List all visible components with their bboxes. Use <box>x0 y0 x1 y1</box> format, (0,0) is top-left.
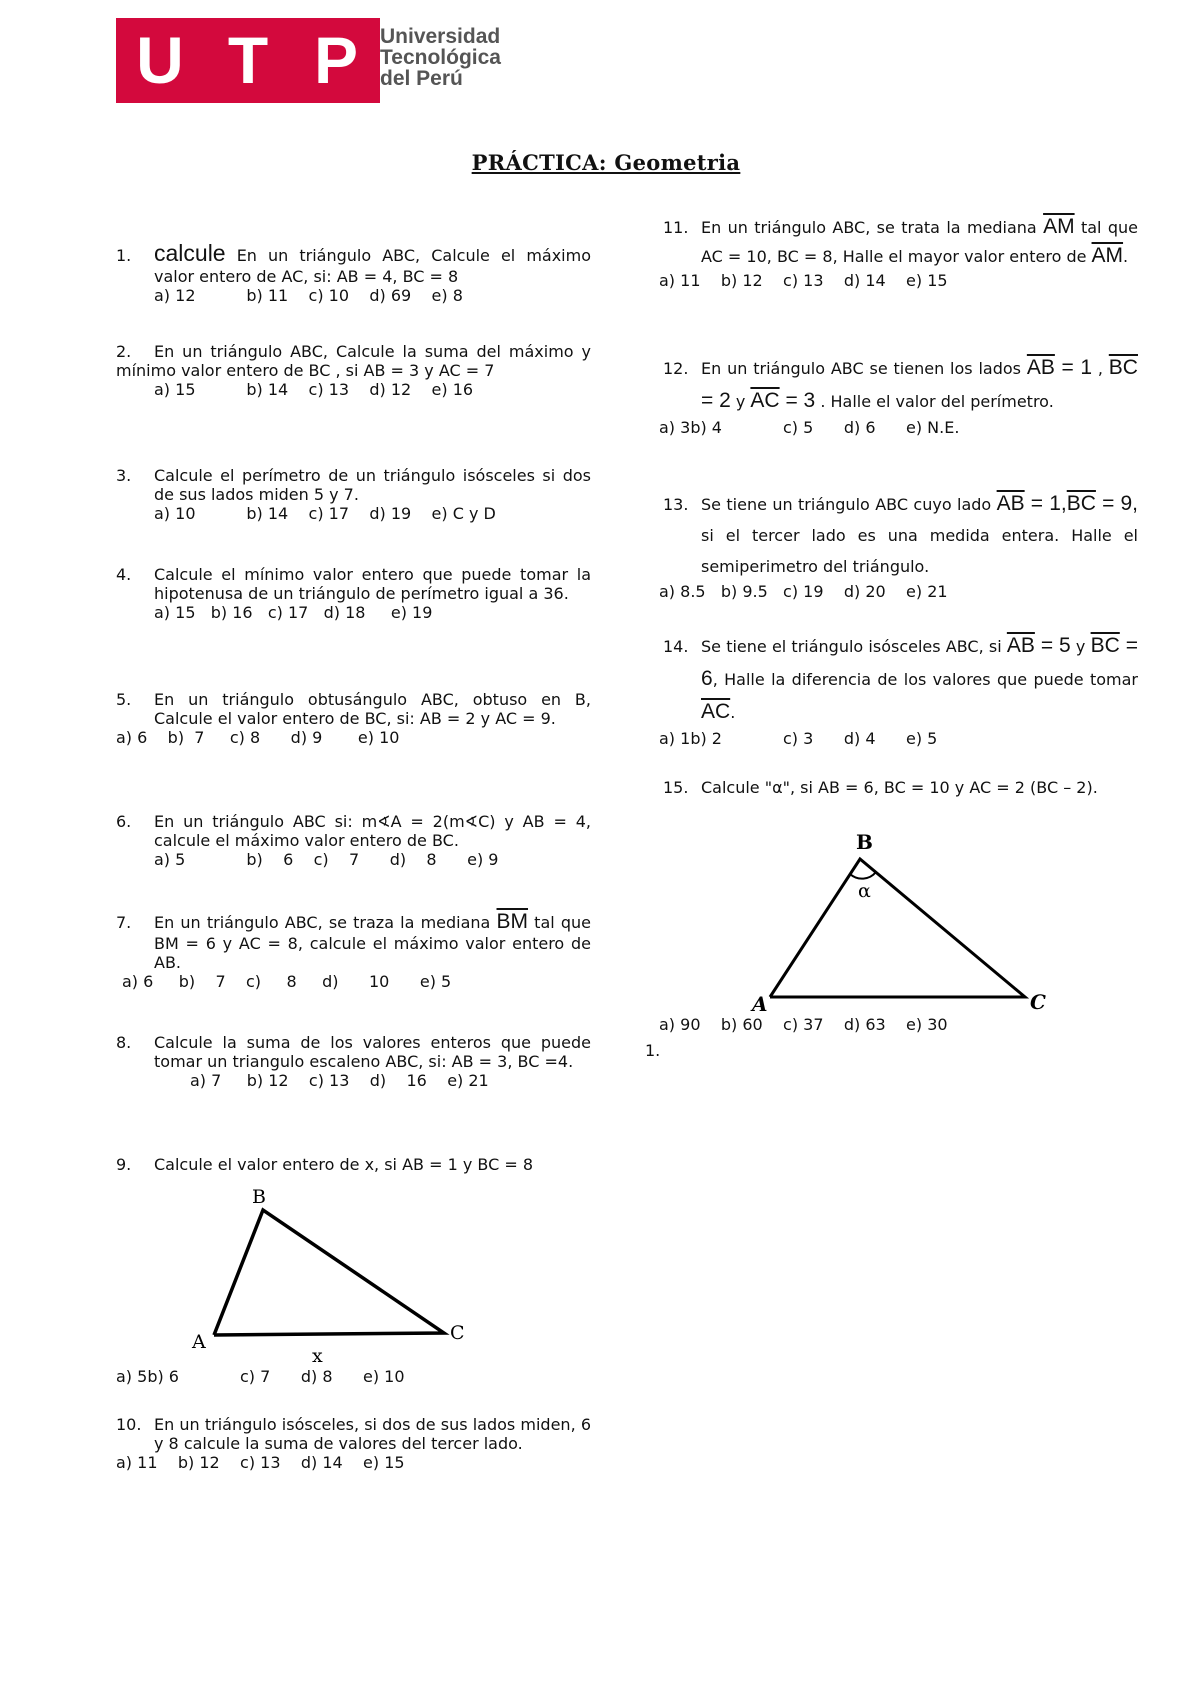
answer-options: a) 10 b) 14 c) 17 d) 19 e) C y D <box>154 504 496 523</box>
question-2 <box>116 342 591 399</box>
question-text: Calcule el perímetro de un triángulo isósceles si dos de sus lados miden 5 y 7. <box>154 466 591 504</box>
question-number: 10. <box>116 1415 142 1434</box>
question-7 <box>116 910 591 991</box>
side-label-x: x <box>312 1345 323 1365</box>
vertex-label-b: B <box>252 1186 266 1208</box>
question-number: 11. <box>663 218 689 237</box>
triangle-abc <box>214 1210 444 1335</box>
question-text-end: . <box>730 703 736 722</box>
question-text: Se tiene un triángulo ABC cuyo lado <box>701 495 997 514</box>
segment-bm: $\overline{BM}$ <box>496 910 529 933</box>
answer-options: a) 12 b) 11 c) 10 d) 69 e) 8 <box>154 286 463 305</box>
question-9-options <box>116 1367 591 1386</box>
segment-ab: $\overline{AB}$ <box>1026 356 1055 379</box>
answer-options: a) 11 b) 12 c) 13 d) 14 e) 15 <box>659 271 948 290</box>
question-number: 4. <box>116 565 132 584</box>
trailing-list-number: 1. <box>645 1041 661 1060</box>
triangle-figure-15 <box>740 825 1060 1015</box>
question-12 <box>659 352 1138 437</box>
question-15 <box>663 778 1138 797</box>
logo-letter-t: T <box>204 18 292 103</box>
question-1 <box>116 240 591 305</box>
question-4 <box>116 565 591 622</box>
triangle-figure-9 <box>180 1185 480 1365</box>
vertex-label-c: C <box>450 1322 465 1344</box>
question-number: 9. <box>116 1155 132 1174</box>
question-text-sep: , <box>1092 359 1109 378</box>
question-lead: calcule <box>154 240 226 266</box>
answer-options: a) 6 b) 7 c) 8 d) 10 e) 5 <box>122 972 452 991</box>
question-5 <box>116 690 591 747</box>
question-text-and: y <box>1070 637 1091 656</box>
question-text: En un triángulo ABC se tienen los lados <box>701 359 1027 378</box>
question-text: En un triángulo ABC si: m∢A = 2(m∢C) y AB = 4, calcule el máximo valor entero de BC. <box>154 812 591 850</box>
segment-ab: $\overline{AB}$ <box>1006 634 1035 657</box>
question-text-cont: tal que BM = 6 y AC = 8, calcule el máximo valor entero de AB. <box>154 913 591 972</box>
answer-options: a) 7 b) 12 c) 13 d) 16 e) 21 <box>190 1071 489 1090</box>
logo-letter-p: P <box>292 18 380 103</box>
question-number: 8. <box>116 1033 132 1052</box>
question-14 <box>659 630 1138 748</box>
question-15-options <box>659 1015 1138 1034</box>
question-text: En un triángulo ABC, Calcule el máximo valor entero de AC, si: AB = 4, BC = 8 <box>154 246 591 286</box>
page-title: PRÁCTICA: Geometria <box>471 150 741 175</box>
question-number: 7. <box>116 913 132 932</box>
answer-options: a) 11 b) 12 c) 13 d) 14 e) 15 <box>116 1453 405 1472</box>
question-text: Calcule el valor entero de x, si AB = 1 y BC = 8 <box>154 1155 534 1174</box>
logo-university-name <box>380 26 520 89</box>
answer-options: a) 8.5 b) 9.5 c) 19 d) 20 e) 21 <box>659 582 948 601</box>
segment-ac: $\overline{AC}$ <box>750 389 780 412</box>
question-text-end: . <box>1123 247 1129 266</box>
answer-options: a) 1b) 2 c) 3 d) 4 e) 5 <box>659 729 938 748</box>
question-text: En un triángulo ABC, se trata la mediana <box>701 218 1044 237</box>
segment-bc: $\overline{BC}$ <box>1108 356 1138 379</box>
question-number: 3. <box>116 466 132 485</box>
question-text-and: y <box>730 392 751 411</box>
vertex-label-a: A <box>192 1331 206 1353</box>
segment-ac: $\overline{AC}$ <box>701 700 731 723</box>
question-13 <box>659 488 1139 601</box>
value-ab: = 1 <box>1054 356 1093 379</box>
logo-line-2: Tecnológica <box>380 46 501 69</box>
logo-letter-u: U <box>116 18 204 103</box>
answer-options: a) 5b) 6 c) 7 d) 8 e) 10 <box>116 1367 405 1386</box>
vertex-label-a: A <box>752 992 768 1015</box>
question-text: En un triángulo isósceles, si dos de sus lados miden, 6 y 8 calcule la suma de valores del tercer lado. <box>154 1415 591 1453</box>
question-number: 6. <box>116 812 132 831</box>
question-text-cont: si el tercer lado es una medida entera. Halle el semiperimetro del triángulo. <box>701 526 1138 576</box>
value-ab: = 5 <box>1034 634 1071 657</box>
question-number: 12. <box>663 359 689 378</box>
question-text-end: . Halle el valor del perímetro. <box>815 392 1054 411</box>
question-text: Calcule el mínimo valor entero que puede tomar la hipotenusa de un triángulo de perímetro igual a 36. <box>154 565 591 603</box>
question-11 <box>659 213 1138 290</box>
vertex-label-b: B <box>856 830 873 854</box>
answer-options: a) 5 b) 6 c) 7 d) 8 e) 9 <box>154 850 499 869</box>
question-text: En un triángulo ABC, se traza la mediana <box>154 913 497 932</box>
answer-options: a) 90 b) 60 c) 37 d) 63 e) 30 <box>659 1015 948 1034</box>
question-9 <box>116 1155 591 1174</box>
answer-options: a) 6 b) 7 c) 8 d) 9 e) 10 <box>116 728 400 747</box>
triangle-abc <box>770 859 1025 997</box>
answer-options: a) 3b) 4 c) 5 d) 6 e) N.E. <box>659 418 960 437</box>
question-number: 15. <box>663 778 689 797</box>
question-10 <box>116 1415 591 1472</box>
answer-options: a) 15 b) 14 c) 13 d) 12 e) 16 <box>154 380 474 399</box>
value-ab: = 1, <box>1024 492 1067 515</box>
logo-line-1: Universidad <box>380 25 501 48</box>
question-number: 2. <box>116 342 132 361</box>
question-text: En un triángulo ABC, Calcule la suma del máximo y mínimo valor entero de BC , si AB = 3 y AC = 7 <box>116 342 591 380</box>
question-number: 1. <box>116 246 132 265</box>
angle-label-alpha: α <box>858 880 871 902</box>
question-number: 14. <box>663 637 689 656</box>
segment-bc: $\overline{BC}$ <box>1090 634 1120 657</box>
segment-am: $\overline{AM}$ <box>1043 215 1075 238</box>
question-text: En un triángulo obtusángulo ABC, obtuso en B, Calcule el valor entero de BC, si: AB = 2 y AC = 9. <box>154 690 591 728</box>
value-bc: = 6 <box>701 634 1138 690</box>
segment-am-2: $\overline{AM}$ <box>1091 244 1124 267</box>
value-ac: = 3 <box>779 389 816 412</box>
vertex-label-c: C <box>1030 990 1046 1014</box>
question-text-cont: tal que AC = 10, BC = 8, Halle el mayor valor entero de <box>701 218 1138 266</box>
value-bc: = 9, <box>1095 492 1139 515</box>
question-number: 5. <box>116 690 132 709</box>
question-6 <box>116 812 591 869</box>
value-bc: = 2 <box>701 389 731 412</box>
question-8 <box>116 1033 591 1090</box>
question-text: Calcule "α", si AB = 6, BC = 10 y AC = 2 (BC – 2). <box>701 778 1098 797</box>
segment-bc: $\overline{BC}$ <box>1066 492 1096 515</box>
question-number: 13. <box>663 495 689 514</box>
segment-ab: $\overline{AB}$ <box>996 492 1025 515</box>
logo-line-3: del Perú <box>380 67 463 90</box>
question-3 <box>116 466 591 523</box>
angle-alpha-arc <box>850 872 876 879</box>
question-text: Se tiene el triángulo isósceles ABC, si <box>701 637 1007 656</box>
answer-options: a) 15 b) 16 c) 17 d) 18 e) 19 <box>154 603 433 622</box>
question-text-cont: , Halle la diferencia de los valores que puede tomar <box>712 670 1138 689</box>
question-text: Calcule la suma de los valores enteros que puede tomar un triangulo escaleno ABC, si: AB = 3, BC =4. <box>154 1033 591 1071</box>
